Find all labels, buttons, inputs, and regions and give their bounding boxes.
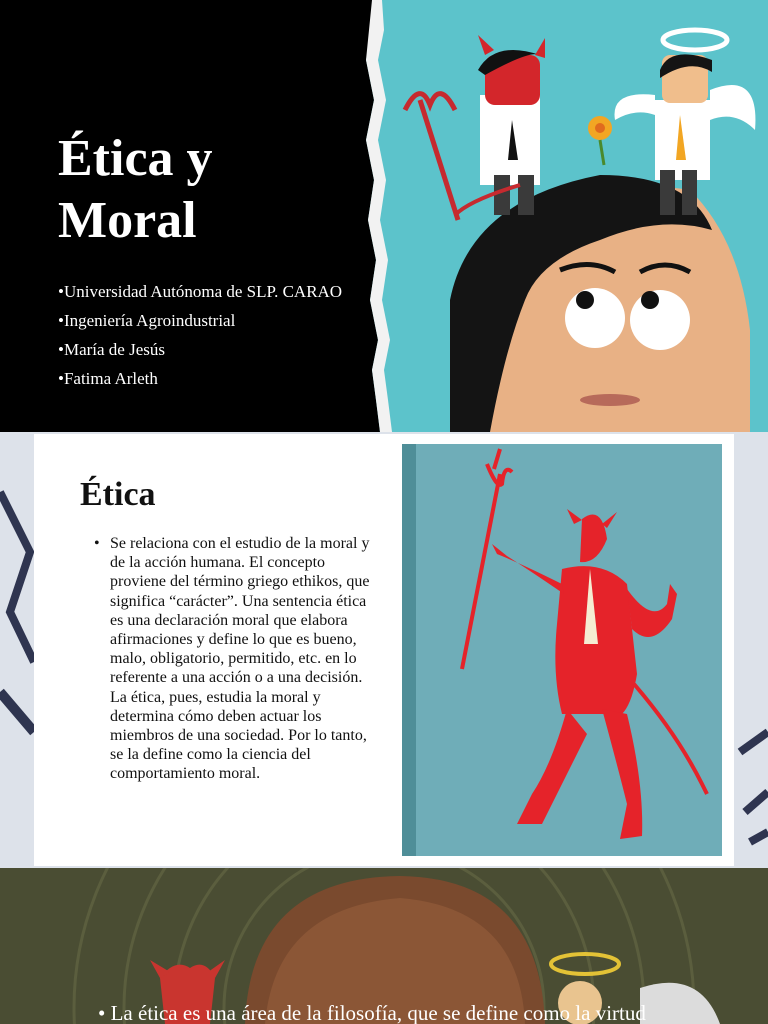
bullet-author-1: •María de Jesús [58,340,165,359]
bullet-university: •Universidad Autónoma de SLP. CARAO [58,282,343,301]
title-line-2: Moral [58,192,197,249]
slide-etica [0,432,768,868]
author-info-list [58,282,358,398]
presentation-title [58,128,348,252]
etica-paragraph [94,534,380,784]
bullet-dot: • [94,535,100,552]
bullet-program: •Ingeniería Agroindustrial [58,311,236,330]
etica-paragraph-text: Se relaciona con el estudio de la moral y de la acción humana. El concepto proviene del término griego ethikos, que significa “carácter”. Una sentencia ética es una declaración moral que elabora afirmaciones y define lo que es bueno, malo, obligatorio, permitido, etc. en lo referente a una acción o a una decisión. La ética, pues, estudia la moral y determina cómo deben actuar los miembros de una sociedad. Por lo tanto, se la define como la ciencia del comportamiento moral. [110,535,370,783]
bullet-author-2: •Fatima Arleth [58,369,158,388]
devil-illustration [402,444,722,856]
slide-title [0,0,768,432]
content-panel [34,434,734,866]
section-heading: Ética [80,476,156,513]
slide-etica-definition [0,868,768,1024]
title-line-1: Ética y [58,130,213,187]
etica-definition-caption: • La ética es una área de la filosofía, que se define como la virtud [98,1001,646,1024]
